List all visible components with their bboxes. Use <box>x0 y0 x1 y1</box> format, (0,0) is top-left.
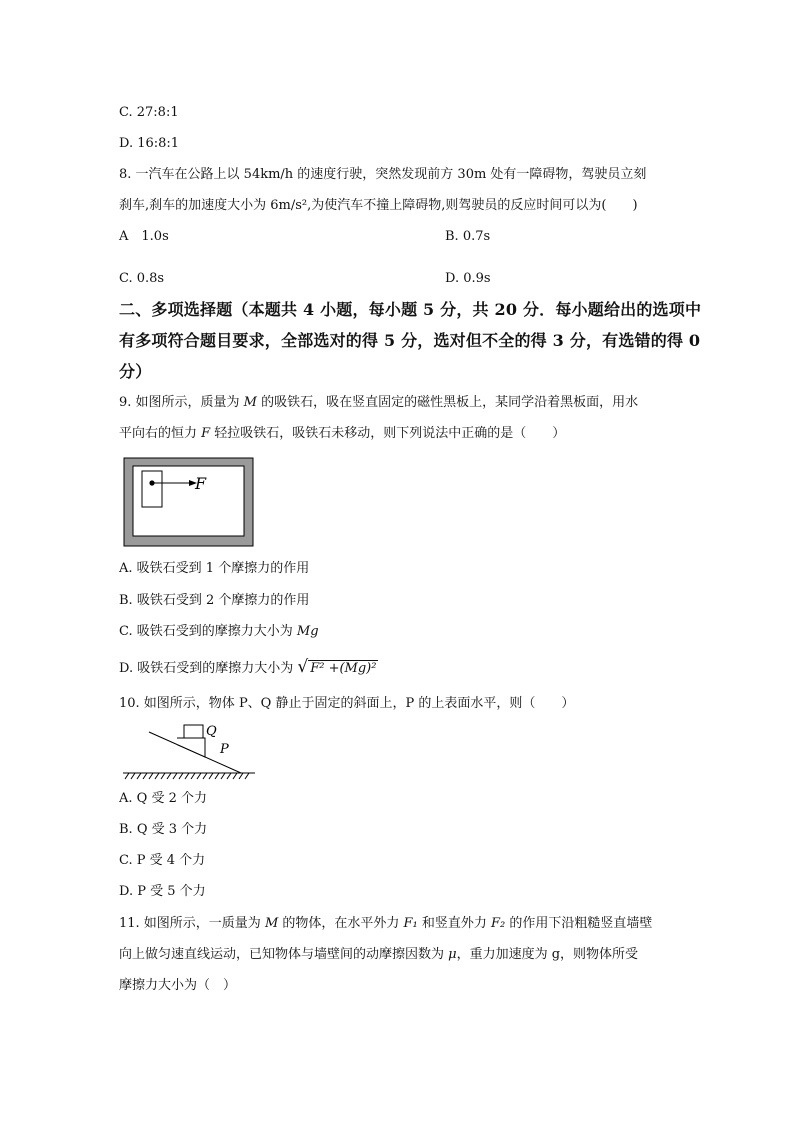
blackboard-figure <box>123 457 255 547</box>
section-heading-line2: 有多项符合题目要求，全部选对的得 5 分，选对但不全的得 3 分，有选错的得 0 <box>119 331 701 350</box>
q9-stem-line1: 9. 如图所示，质量为 M 的吸铁石，吸在竖直固定的磁性黑板上，某同学沿着黑板面，用水 <box>119 395 639 410</box>
q10-option-d: D. P 受 5 个力 <box>119 884 206 899</box>
q10-stem: 10. 如图所示，物体 P、Q 静止于固定的斜面上，P 的上表面水平，则（ ） <box>119 696 575 711</box>
q9-stem-line2: 平向右的恒力 F 轻拉吸铁石，吸铁石未移动，则下列说法中正确的是（ ） <box>119 426 566 441</box>
q10-option-a: A. Q 受 2 个力 <box>119 791 207 806</box>
sqrt-radicand: F² +(Mg)² <box>310 661 377 676</box>
q8-option-a: A 1.0s <box>119 229 169 244</box>
ground-hatching <box>125 773 249 779</box>
q9-option-a: A. 吸铁石受到 1 个摩擦力的作用 <box>119 561 310 576</box>
label-q: Q <box>206 724 217 739</box>
q11-stem-line2: 向上做匀速直线运动，已知物体与墙壁间的动摩擦因数为 μ，重力加速度为 g，则物体所受 <box>119 947 639 962</box>
label-p: P <box>220 742 229 757</box>
q7-option-c: C. 27:8:1 <box>119 105 179 120</box>
q9-option-c: C. 吸铁石受到的摩擦力大小为 Mg <box>119 624 319 639</box>
block-q <box>184 725 203 738</box>
incline-figure <box>121 718 261 780</box>
block-p <box>177 738 205 757</box>
q9-option-b: B. 吸铁石受到 2 个摩擦力的作用 <box>119 593 310 608</box>
q8-option-d: D. 0.9s <box>445 271 491 286</box>
section-heading-line3: 分） <box>119 362 152 381</box>
q8-stem-line1: 8. 一汽车在公路上以 54km/h 的速度行驶，突然发现前方 30m 处有一障碍物，驾驶员立刻 <box>119 167 647 182</box>
section-heading-line1: 二、多项选择题（本题共 4 小题，每小题 5 分，共 20 分．每小题给出的选项中 <box>119 300 702 319</box>
q9-option-d: D. 吸铁石受到的摩擦力大小为 √ F² +(Mg)² <box>119 657 377 677</box>
q8-stem-line2: 刹车,刹车的加速度大小为 6m/s²,为使汽车不撞上障碍物,则驾驶员的反应时间可以为( ) <box>119 198 638 213</box>
q10-option-b: B. Q 受 3 个力 <box>119 822 208 837</box>
q11-stem-line3: 摩擦力大小为（ ） <box>119 978 237 993</box>
q10-option-c: C. P 受 4 个力 <box>119 853 206 868</box>
mass-symbol: M <box>243 395 257 410</box>
q7-option-d: D. 16:8:1 <box>119 136 180 151</box>
q11-stem-line1: 11. 如图所示，一质量为 M 的物体，在水平外力 F₁ 和竖直外力 F₂ 的作用下沿粗糙竖直墙壁 <box>119 916 653 931</box>
q8-option-b: B. 0.7s <box>445 229 491 244</box>
magnet-block <box>142 471 162 507</box>
force-symbol: F <box>201 426 211 441</box>
sqrt-sign: √ <box>297 657 309 677</box>
force-label: F <box>195 474 207 493</box>
q8-option-c: C. 0.8s <box>119 271 165 286</box>
